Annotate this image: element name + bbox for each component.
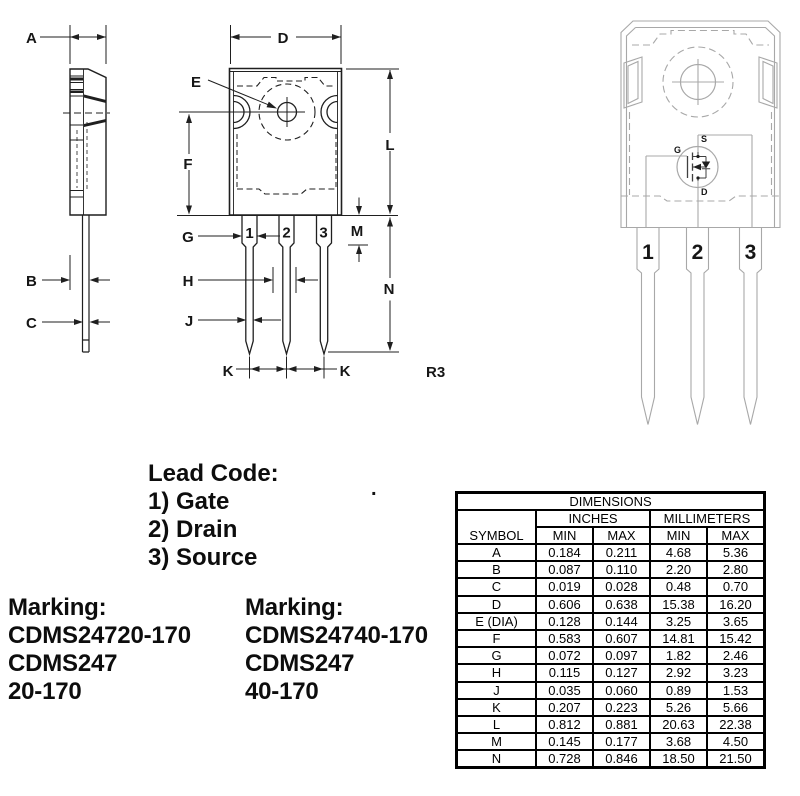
lead-code-item-1: 1) Gate (148, 488, 230, 515)
right-mounting-notch (321, 96, 338, 129)
lead-code-block (148, 460, 279, 572)
marking-line: CDMS247 (8, 650, 118, 677)
dim-label-j: J (184, 313, 194, 330)
col-header-max-in: MAX (593, 527, 650, 544)
symbol-header: SYMBOL (457, 510, 537, 544)
table-row (457, 630, 765, 647)
value-cell: 1.82 (650, 647, 707, 664)
value-cell: 0.846 (593, 750, 650, 768)
value-cell: 1.53 (707, 682, 765, 699)
value-cell: 15.38 (650, 596, 707, 613)
dim-label-k-right: K (339, 363, 351, 380)
mosfet-symbol (688, 152, 711, 182)
value-cell: 0.211 (593, 544, 650, 561)
value-cell: 0.145 (536, 733, 593, 750)
arrowheads (186, 34, 393, 372)
dim-label-f: F (183, 156, 193, 173)
value-cell: 18.50 (650, 750, 707, 768)
unit-group-row (457, 510, 765, 527)
side-lead (83, 215, 90, 352)
hole-leader-line (208, 80, 275, 107)
table-row (457, 613, 765, 630)
value-cell: 0.127 (593, 664, 650, 681)
schematic-pin-number-3: 3 (744, 241, 757, 264)
symbol-cell: D (457, 596, 537, 613)
value-cell: 0.028 (593, 578, 650, 595)
dim-label-m: M (350, 223, 364, 240)
value-cell: 3.23 (707, 664, 765, 681)
table-row (457, 578, 765, 595)
value-cell: 4.68 (650, 544, 707, 561)
dim-label-b: B (26, 273, 37, 290)
col-header-max-mm: MAX (707, 527, 765, 544)
schematic-pin-number-1: 1 (642, 241, 654, 264)
countersink-edge-upper (84, 95, 106, 104)
stray-mark: . (371, 478, 377, 500)
symbol-cell: A (457, 544, 537, 561)
marking-line: CDMS24740-170 (245, 622, 428, 649)
value-cell: 0.087 (536, 561, 593, 578)
dimensions-table (455, 491, 766, 769)
table-row (457, 750, 765, 768)
value-cell: 3.65 (707, 613, 765, 630)
mold-crown-hidden-line (237, 78, 336, 87)
value-cell: 0.019 (536, 578, 593, 595)
schematic-pin-number-2: 2 (691, 241, 704, 264)
marking-line: 40-170 (245, 678, 319, 705)
dim-label-d: D (277, 30, 289, 47)
value-cell: 21.50 (707, 750, 765, 768)
symbol-cell: E (DIA) (457, 613, 537, 630)
value-cell: 0.097 (593, 647, 650, 664)
value-cell: 0.207 (536, 699, 593, 716)
value-cell: 0.184 (536, 544, 593, 561)
col-header-min-mm: MIN (650, 527, 707, 544)
unit-group-millimeters: MILLIMETERS (650, 510, 765, 527)
table-row (457, 682, 765, 699)
table-row (457, 733, 765, 750)
value-cell: 0.48 (650, 578, 707, 595)
value-cell: 3.68 (650, 733, 707, 750)
package-body (230, 69, 342, 216)
symbol-cell: F (457, 630, 537, 647)
symbol-cell: B (457, 561, 537, 578)
value-cell: 20.63 (650, 716, 707, 733)
value-cell: 0.144 (593, 613, 650, 630)
mosfet-gate-label: G (673, 145, 681, 155)
dim-label-n: N (383, 281, 395, 298)
value-cell: 4.50 (707, 733, 765, 750)
value-cell: 3.25 (650, 613, 707, 630)
col-header-min-in: MIN (536, 527, 593, 544)
table-row (457, 664, 765, 681)
dim-label-l: L (385, 137, 395, 154)
symbol-cell: J (457, 682, 537, 699)
lead-code-item-3: 3) Source (148, 544, 258, 571)
value-cell: 16.20 (707, 596, 765, 613)
value-cell: 0.583 (536, 630, 593, 647)
symbol-cell: M (457, 733, 537, 750)
channel-arrow-icon (693, 164, 701, 170)
table-row (457, 561, 765, 578)
symbol-cell: G (457, 647, 537, 664)
symbol-cell: N (457, 750, 537, 768)
marking-block-2 (245, 594, 428, 706)
front-view-drawing (179, 69, 342, 355)
dim-label-k-left: K (222, 363, 234, 380)
value-cell: 0.110 (593, 561, 650, 578)
lead-code-item-2: 2) Drain (148, 516, 238, 543)
value-cell: 5.66 (707, 699, 765, 716)
mosfet-drain-label: D (701, 187, 708, 197)
value-cell: 2.46 (707, 647, 765, 664)
value-cell: 15.42 (707, 630, 765, 647)
table-row (457, 544, 765, 561)
marking-line: CDMS24720-170 (8, 622, 191, 649)
value-cell: 0.115 (536, 664, 593, 681)
table-row (457, 647, 765, 664)
value-cell: 0.638 (593, 596, 650, 613)
symbol-cell: K (457, 699, 537, 716)
dim-label-e: E (191, 74, 202, 91)
value-cell: 0.728 (536, 750, 593, 768)
value-cell: 2.20 (650, 561, 707, 578)
value-cell: 2.92 (650, 664, 707, 681)
dim-label-h: H (182, 273, 194, 290)
symbol-cell: H (457, 664, 537, 681)
front-view-dimensions (177, 25, 399, 379)
symbol-cell: C (457, 578, 537, 595)
value-cell: 5.26 (650, 699, 707, 716)
value-cell: 0.035 (536, 682, 593, 699)
dim-label-g: G (182, 229, 194, 246)
dim-label-c: C (26, 315, 37, 332)
value-cell: 0.072 (536, 647, 593, 664)
value-cell: 0.812 (536, 716, 593, 733)
corner-radius-note: R3 (426, 364, 446, 381)
side-view-dimensions (40, 25, 110, 325)
front-pin-number-3: 3 (319, 224, 328, 242)
lead-code-title: Lead Code: (148, 460, 279, 487)
value-cell: 0.060 (593, 682, 650, 699)
marking-block-1 (8, 594, 191, 706)
mosfet-source-label: S (701, 134, 708, 144)
marking-line: 20-170 (8, 678, 82, 705)
table-title: DIMENSIONS (457, 493, 765, 511)
schematic-view-drawing (621, 21, 780, 425)
value-cell: 0.89 (650, 682, 707, 699)
marking-title: Marking: (245, 594, 344, 621)
marking-title: Marking: (8, 594, 107, 621)
table-row (457, 716, 765, 733)
value-cell: 2.80 (707, 561, 765, 578)
table-title-row (457, 493, 765, 511)
value-cell: 14.81 (650, 630, 707, 647)
value-cell: 5.36 (707, 544, 765, 561)
unit-group-inches: INCHES (536, 510, 650, 527)
value-cell: 22.38 (707, 716, 765, 733)
value-cell: 0.70 (707, 578, 765, 595)
table-row (457, 699, 765, 716)
gate-wire (646, 156, 687, 228)
value-cell: 0.606 (536, 596, 593, 613)
table-row (457, 596, 765, 613)
front-pin-number-2: 2 (282, 224, 291, 242)
value-cell: 0.607 (593, 630, 650, 647)
value-cell: 0.177 (593, 733, 650, 750)
value-cell: 0.881 (593, 716, 650, 733)
value-cell: 0.223 (593, 699, 650, 716)
marking-line: CDMS247 (245, 650, 355, 677)
dim-label-a: A (26, 30, 37, 47)
side-view-drawing (63, 69, 110, 352)
symbol-cell: L (457, 716, 537, 733)
value-cell: 0.128 (536, 613, 593, 630)
front-pin-number-1: 1 (245, 225, 254, 242)
